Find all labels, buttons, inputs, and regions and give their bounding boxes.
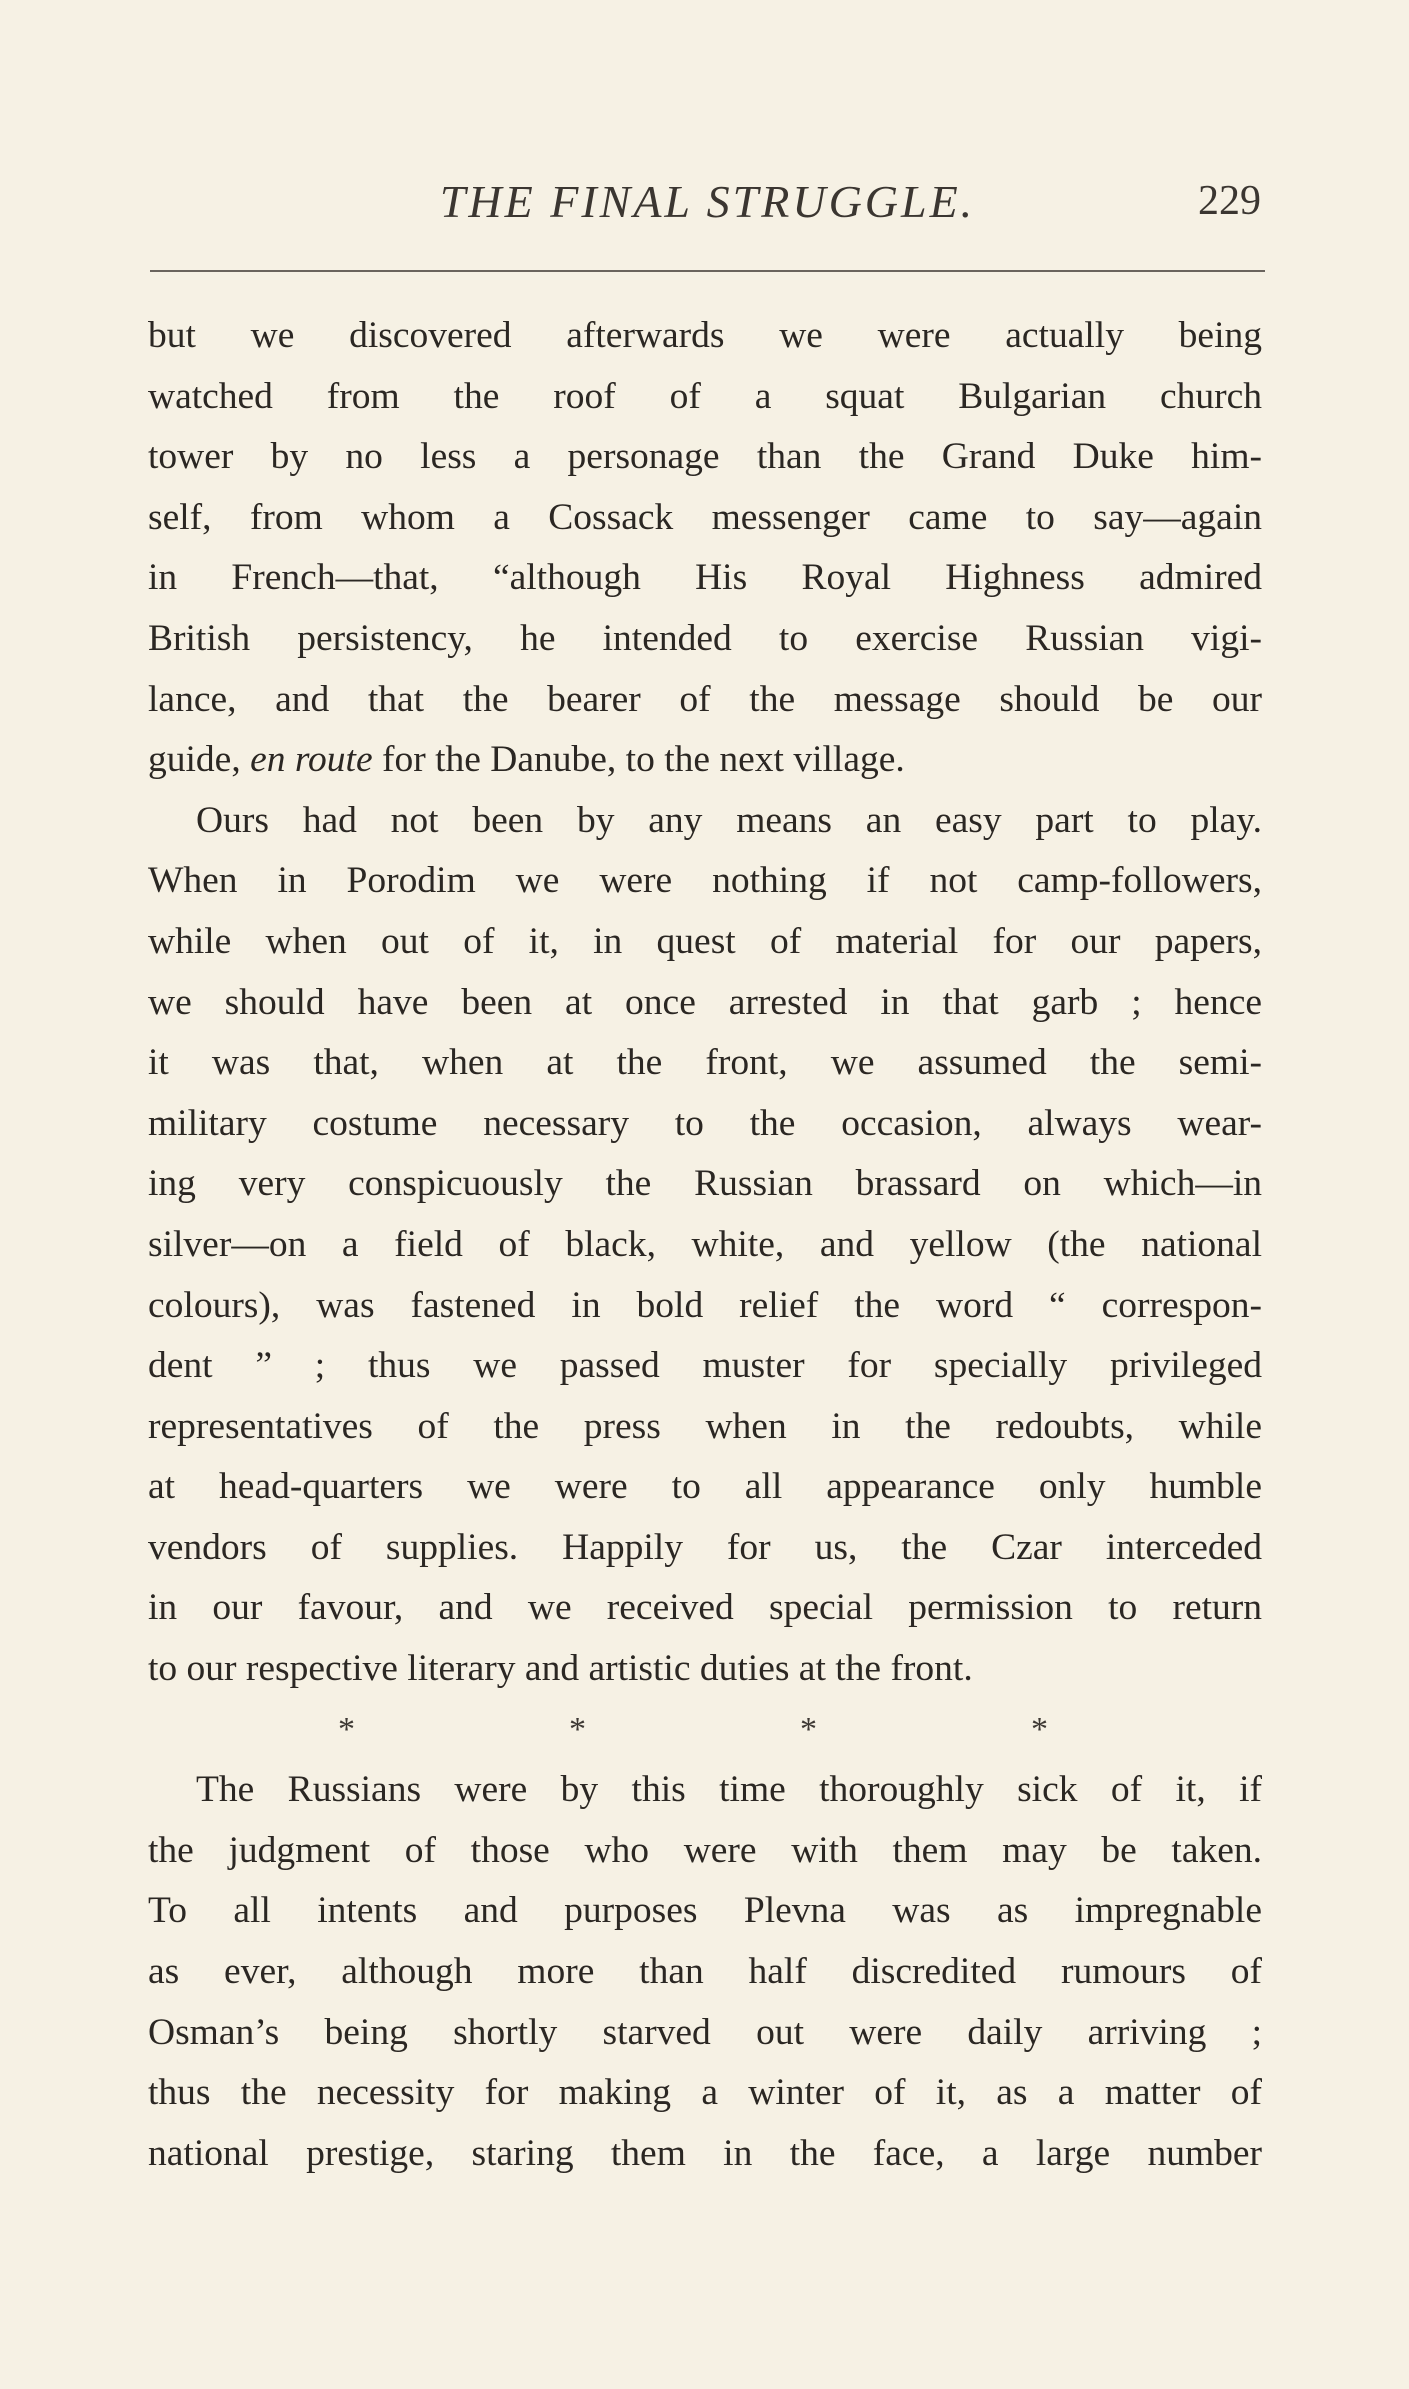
text-fragment: for the Danube, to the next village. <box>382 739 905 781</box>
header-rule <box>150 270 1265 272</box>
text-line: thus the necessity for making a winter of it, as a matter of <box>148 2072 1262 2114</box>
text-fragment: guide, <box>148 739 241 781</box>
asterisk: * <box>569 1710 586 1748</box>
text-line: colours), was fastened in bold relief the word “ correspon- <box>148 1284 1262 1326</box>
text-line: as ever, although more than half discredited rumours of <box>148 1951 1262 1993</box>
text-line: dent ” ; thus we passed muster for specially privileged <box>148 1345 1262 1387</box>
text-line: tower by no less a personage than the Grand Duke him- <box>148 436 1262 478</box>
asterisk: * <box>1031 1710 1048 1748</box>
paragraph-3 <box>148 1760 1262 2184</box>
text-line: lance, and that the bearer of the message should be our <box>148 678 1262 720</box>
text-line: The Russians were by this time thoroughly sick of it, if <box>196 1769 1262 1811</box>
paragraph-2 <box>148 791 1262 1700</box>
text-line: ing very conspicuously the Russian brassard on which—in <box>148 1163 1262 1205</box>
text-line: national prestige, staring them in the face, a large number <box>148 2132 1262 2174</box>
text-line: to our respective literary and artistic duties at the front. <box>148 1648 973 1690</box>
asterisk: * <box>338 1710 355 1748</box>
text-line: British persistency, he intended to exercise Russian vigi- <box>148 617 1262 659</box>
page-number: 229 <box>1198 178 1261 224</box>
paragraph-1 <box>148 306 1262 791</box>
running-title: THE FINAL STRUGGLE. <box>439 176 976 227</box>
text-line: vendors of supplies. Happily for us, the Czar interceded <box>148 1526 1262 1568</box>
text-line: To all intents and purposes Plevna was as impregnable <box>148 1890 1262 1932</box>
text-line: we should have been at once arrested in that garb ; hence <box>148 981 1262 1023</box>
text-line: but we discovered afterwards we were actually being <box>148 315 1262 356</box>
text-line: self, from whom a Cossack messenger came to say—again <box>148 496 1262 538</box>
section-separator <box>148 1700 1262 1761</box>
text-line: while when out of it, in quest of material for our papers, <box>148 920 1262 962</box>
text-line: in our favour, and we received special permission to return <box>148 1587 1262 1629</box>
text-line <box>148 730 1262 791</box>
text-line: When in Porodim we were nothing if not camp-followers, <box>148 860 1262 902</box>
text-line: silver—on a field of black, white, and yellow (the national <box>148 1223 1262 1265</box>
text-line: Osman’s being shortly starved out were daily arriving ; <box>148 2011 1262 2053</box>
text-line: Ours had not been by any means an easy part to play. <box>196 799 1262 841</box>
text-line: at head-quarters we were to all appearance only humble <box>148 1466 1262 1508</box>
text-line: it was that, when at the front, we assumed the semi- <box>148 1042 1262 1084</box>
running-head <box>150 175 1265 235</box>
asterisk: * <box>800 1710 817 1748</box>
text-line: military costume necessary to the occasion, always wear- <box>148 1102 1262 1144</box>
italic-phrase: en route <box>250 739 373 781</box>
text-line: the judgment of those who were with them may be taken. <box>148 1829 1262 1871</box>
text-line: in French—that, “although His Royal Highness admired <box>148 557 1262 599</box>
body-text <box>148 306 1262 2184</box>
text-line: representatives of the press when in the redoubts, while <box>148 1405 1262 1447</box>
text-line: watched from the roof of a squat Bulgarian church <box>148 375 1262 417</box>
